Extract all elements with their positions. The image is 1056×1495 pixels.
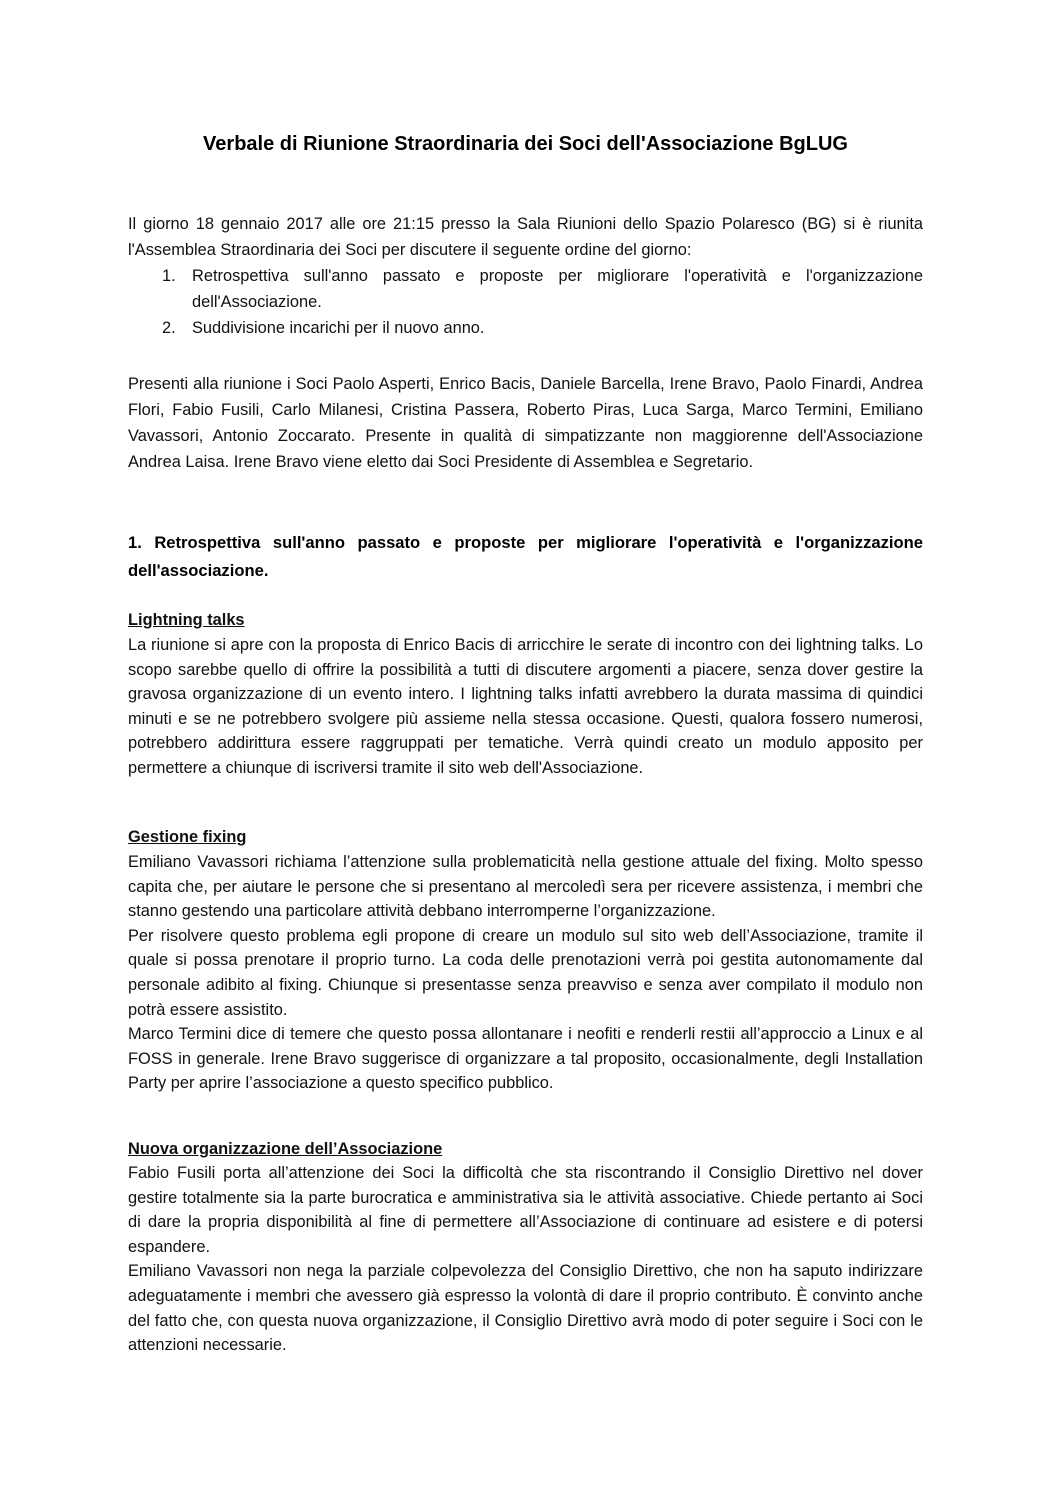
subsection-body: Emiliano Vavassori richiama l’attenzione sulla problematicità nella gestione attuale del fixing. Molto spesso capita che, per aiutare le persone che si presentano al mercoledì sera per ricevere assistenza, i membri che stanno gestendo una particolare attività debbano interromperne l’organizzazione. Per risolvere questo problema egli propone di creare un modulo sul sito web dell’Associazione, tramite il quale si possa prenotare il proprio turno. La coda delle prenotazioni verrà poi gestita autonomamente dal personale adibito al fixing. Chiunque si presentasse senza preavviso e senza aver compilato il modulo non potrà essere assistito. Marco Termini dice di temere che questo possa allontanare i neofiti e renderli restii all’approccio a Linux e al FOSS in generale. Irene Bravo suggerisce di organizzare a tal proposito, occasionalmente, degli Installation Party per aprire l’associazione a questo specifico pubblico. (128, 853, 923, 1093)
agenda-item-number: 1. (162, 267, 176, 285)
subsection-heading: Nuova organizzazione dell’Associazione (128, 1140, 443, 1158)
agenda-item-text: Suddivisione incarichi per il nuovo anno. (192, 319, 485, 338)
agenda-item (162, 263, 923, 315)
agenda-item-text: Retrospettiva sull'anno passato e proposte per migliorare l'operatività e l'organizzazione dell'Associazione. (192, 267, 923, 312)
subsection-body: La riunione si apre con la proposta di Enrico Bacis di arricchire le serate di incontro con dei lightning talks. Lo scopo sarebbe quello di offrire la possibilità a tutti di discutere argomenti a piacere, senza dover gestire la gravosa organizzazione di un evento intero. I lightning talks infatti avrebbero la durata massima di quindici minuti e se ne potrebbero svolgere più assieme nella stessa occasione. Questi, qualora fossero numerosi, potrebbero addirittura essere raggruppati per tematiche. Verrà quindi creato un modulo apposito per permettere a chiunque di iscriversi tramite il sito web dell'Associazione. (128, 636, 923, 777)
section-heading: 1. Retrospettiva sull'anno passato e proposte per migliorare l'operatività e l'organizzazione dell'associazione. (128, 533, 923, 580)
attendees-paragraph: Presenti alla riunione i Soci Paolo Asperti, Enrico Bacis, Daniele Barcella, Irene Bravo, Paolo Finardi, Andrea Flori, Fabio Fusili, Carlo Milanesi, Cristina Passera, Roberto Piras, Luca Sarga, Marco Termini, Emiliano Vavassori, Antonio Zoccarato. Presente in qualità di simpatizzante non maggiorenne dell'Associazione Andrea Laisa. Irene Bravo viene eletto dai Soci Presidente di Assemblea e Segretario. (128, 375, 923, 472)
document-title: Verbale di Riunione Straordinaria dei Soci dell'Associazione BgLUG (203, 133, 848, 155)
intro-paragraph: Il giorno 18 gennaio 2017 alle ore 21:15 presso la Sala Riunioni dello Spazio Polaresco (BG) si è riunita l'Assemblea Straordinaria dei Soci per discutere il seguente ordine del giorno: (128, 215, 923, 260)
subsection-body: Fabio Fusili porta all’attenzione dei Soci la difficoltà che sta riscontrando il Consiglio Direttivo nel dover gestire totalmente sia la parte burocratica e amministrativa sia le attività associative. Chiede pertanto ai Soci di dare la propria disponibilità al fine di permettere all’Associazione di continuare ad esistere e di potersi espandere. Emiliano Vavassori non nega la parziale colpevolezza del Consiglio Direttivo, che non ha saputo indirizzare adeguatamente i membri che avessero già espresso la volontà di dare il proprio contributo. È convinto anche del fatto che, con questa nuova organizzazione, il Consiglio Direttivo avrà modo di poter seguire i Soci con le attenzioni necessarie. (128, 1164, 923, 1355)
agenda-item-number: 2. (162, 319, 176, 338)
subsection-heading: Gestione fixing (128, 828, 247, 846)
agenda-list (162, 263, 923, 341)
agenda-item (162, 315, 923, 341)
subsection-heading: Lightning talks (128, 611, 245, 629)
